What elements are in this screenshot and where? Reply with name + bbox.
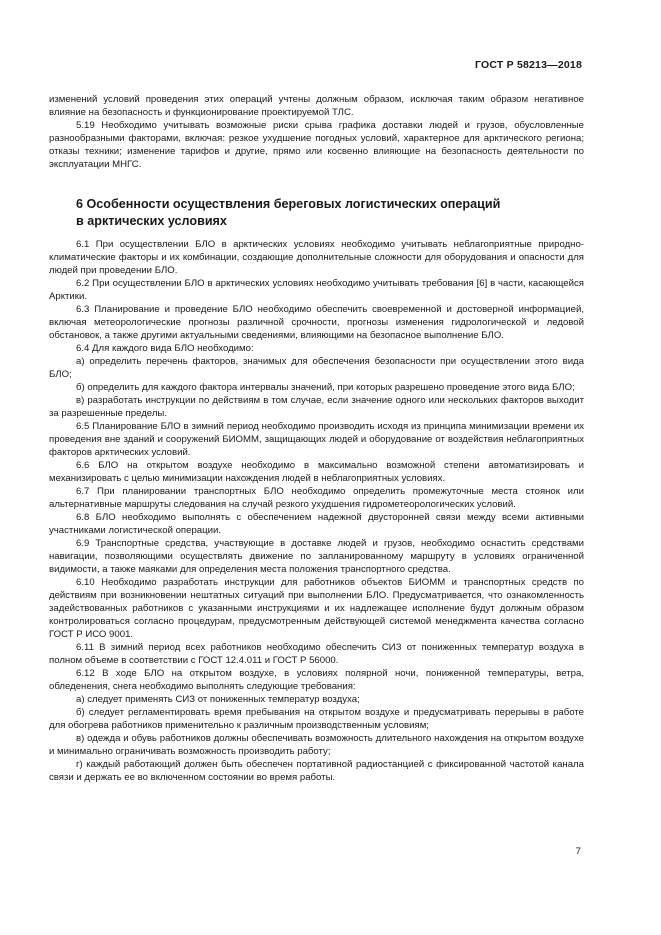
paragraph-5-19: 5.19 Необходимо учитывать возможные риски срыва графика доставки людей и грузов, обусловленные разнообразными факторами, включая: резкое ухудшение погодных условий, характерное для арктического региона; отказы техники; изменение тарифов и другие, прямо или косвенно влияющие на безопасность деятельности по эксплуатации МНГС. xyxy=(49,120,584,170)
section-heading xyxy=(76,196,584,230)
paragraph-6-5: 6.5 Планирование БЛО в зимний период необходимо производить исходя из принципа минимизации времени их проведения вне зданий и сооружений БИОММ, защищающих людей и оборудование от воздействия неблагоприятных факторов арктических условий. xyxy=(49,421,584,458)
list-item-6-12-a: а) следует применять СИЗ от пониженных температур воздуха; xyxy=(76,694,360,705)
paragraph-6-3: 6.3 Планирование и проведение БЛО необходимо обеспечить своевременной и достоверной информацией, включая метеорологические прогнозы различной срочности, прогнозы изменения гидрологической и ледовой обстановок, а также другими актуальными сведениями, влияющими на безопасное выполнение БЛО. xyxy=(49,304,584,341)
paragraph-6-4: 6.4 Для каждого вида БЛО необходимо: xyxy=(76,343,254,354)
section-heading-line-2: в арктических условиях xyxy=(76,214,227,228)
paragraph-6-2: 6.2 При осуществлении БЛО в арктических условиях необходимо учитывать требования [6] в части, касающейся Арктики. xyxy=(49,278,584,302)
paragraph-6-12: 6.12 В ходе БЛО на открытом воздухе, в условиях полярной ночи, пониженной температуры, ветра, обледенения, снега необходимо выполнять следующие требования: xyxy=(49,668,584,692)
paragraph-continuation: изменений условий проведения этих операций учтены должным образом, исключая таким образом негативное влияние на безопасность и функционирование проектируемой ТЛС. xyxy=(49,94,584,118)
list-item-6-12-g: г) каждый работающий должен быть обеспечен портативной радиостанцией с фиксированной частотой канала связи и держать ее во включенном состоянии во время работы. xyxy=(49,759,584,783)
list-item-6-4-a: а) определить перечень факторов, значимых для обеспечения безопасности при осуществлении этого вида БЛО; xyxy=(49,356,584,380)
page-content xyxy=(49,93,584,784)
list-item-6-12-b: б) следует регламентировать время пребывания на открытом воздухе и предусматривать перерывы в работе для обогрева работников применительно к различным производственным условиям; xyxy=(49,707,584,731)
paragraph-6-10: 6.10 Необходимо разработать инструкции для работников объектов БИОММ и транспортных средств по действиям при возникновении нештатных ситуаций при выполнении БЛО. Предусматривается, что ознакомленность задействованных работников с указанными инструкциями и их надлежащее исполнение будут должным образом контролироваться согласно процедурам, предусмотренным действующей системой менеджмента качества согласно ГОСТ Р ИСО 9001. xyxy=(49,577,584,640)
paragraph-6-11: 6.11 В зимний период всех работников необходимо обеспечить СИЗ от пониженных температур воздуха в полном объеме в соответствии с ГОСТ 12.4.011 и ГОСТ Р 56000. xyxy=(49,642,584,666)
document-id: ГОСТ Р 58213—2018 xyxy=(474,59,582,71)
list-item-6-4-b: б) определить для каждого фактора интервалы значений, при которых разрешено проведение этого вида БЛО; xyxy=(76,382,575,393)
list-item-6-12-v: в) одежда и обувь работников должны обеспечивать возможность длительного нахождения на открытом воздухе и минимально ограничивать возможность производить работу; xyxy=(49,733,584,757)
list-item-6-4-v: в) разработать инструкции по действиям в том случае, если значение одного или нескольких факторов выходит за разрешенные пределы. xyxy=(49,395,584,419)
page-number: 7 xyxy=(575,846,581,857)
paragraph-6-7: 6.7 При планировании транспортных БЛО необходимо определить промежуточные места стоянок или альтернативные маршруты следования на случай резкого ухудшения гидрометеорологических условий. xyxy=(49,486,584,510)
paragraph-6-6: 6.6 БЛО на открытом воздухе необходимо в максимально возможной степени автоматизировать и механизировать с целью минимизации нахождения людей в неблагоприятных условиях. xyxy=(49,460,584,484)
paragraph-6-1: 6.1 При осуществлении БЛО в арктических условиях необходимо учитывать неблагоприятные природно-климатические факторы и их комбинации, создающие дополнительные сложности для оборудования и опасности для людей при проведении БЛО. xyxy=(49,239,584,276)
paragraph-6-9: 6.9 Транспортные средства, участвующие в доставке людей и грузов, необходимо оснастить средствами навигации, позволяющими осуществлять движение по запланированному маршруту в условиях ограниченной видимости, а также маяками для определения места положения транспортного средства. xyxy=(49,538,584,575)
paragraph-6-8: 6.8 БЛО необходимо выполнять с обеспечением надежной двусторонней связи между всеми активными участниками логистической операции. xyxy=(49,512,584,536)
section-heading-line-1: 6 Особенности осуществления береговых логистических операций xyxy=(76,197,501,211)
